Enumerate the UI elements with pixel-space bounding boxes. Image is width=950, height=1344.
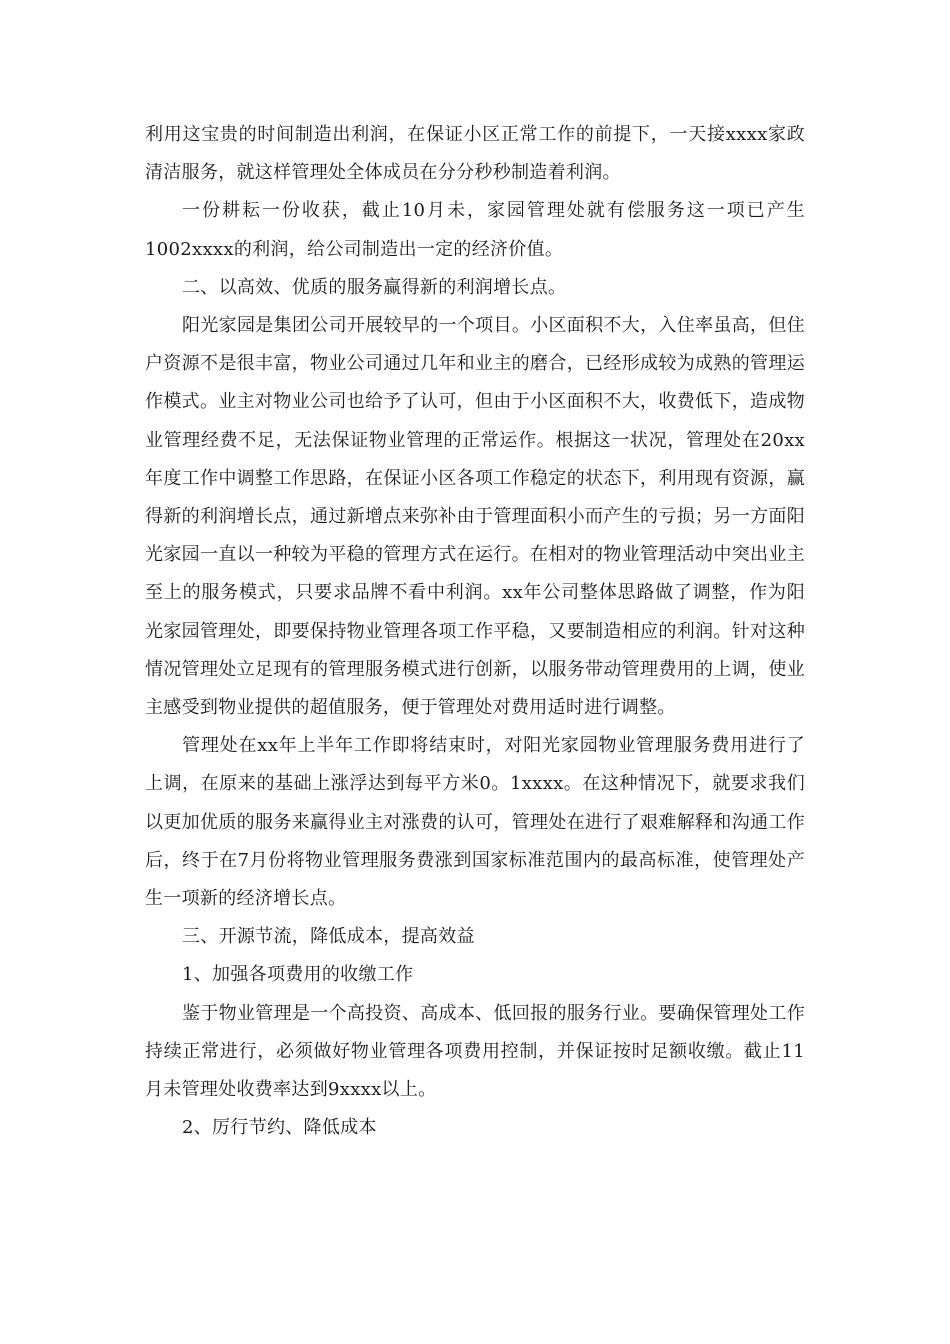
subsection-heading: 1、加强各项费用的收缴工作 [182, 964, 414, 986]
paragraph: 鉴于物业管理是一个高投资、高成本、低回报的服务行业。要确保管理处工作持续正常进行，必须做好物业管理各项费用控制，并保证按时足额收缴。截止11月未管理处收费率达到9xxxx以上。 [145, 1002, 805, 1101]
paragraph: 一份耕耘一份收获，截止10月未，家园管理处就有偿服务这一项已产生1002xxxx的利润，给公司制造出一定的经济价值。 [145, 200, 805, 260]
paragraph: 阳光家园是集团公司开展较早的一个项目。小区面积不大，入住率虽高，但住户资源不是很丰富，物业公司通过几年和业主的磨合，已经形成较为成熟的管理运作模式。业主对物业公司也给予了认可，但由于小区面积不大，收费低下，造成物业管理经费不足，无法保证物业管理的正常运作。根据这一状况，管理处在20xx年度工作中调整工作思路，在保证小区各项工作稳定的状态下，利用现有资源，赢得新的利润增长点，通过新增点来弥补由于管理面积小而产生的亏损；另一方面阳光家园一直以一种较为平稳的管理方式在运行。在相对的物业管理活动中突出业主至上的服务模式，只要求品牌不看中利润。xx年公司整体思路做了调整，作为阳光家园管理处，即要保持物业管理各项工作平稳，又要制造相应的利润。针对这种情况管理处立足现有的管理服务模式进行创新，以服务带动管理费用的上调，使业主感受到物业提供的超值服务，便于管理处对费用适时进行调整。 [145, 315, 805, 719]
subsection-heading: 2、厉行节约、降低成本 [182, 1117, 377, 1139]
section-heading: 二、以高效、优质的服务赢得新的利润增长点。 [182, 276, 567, 298]
document-body [145, 116, 805, 1147]
section-heading: 三、开源节流，降低成本，提高效益 [182, 926, 475, 948]
paragraph: 管理处在xx年上半年工作即将结束时，对阳光家园物业管理服务费用进行了上调，在原来的基础上涨浮达到每平方米0。1xxxx。在这种情况下，就要求我们以更加优质的服务来赢得业主对涨费的认可，管理处在进行了艰难解释和沟通工作后，终于在7月份将物业管理服务费涨到国家标准范围内的最高标准，使管理处产生一项新的经济增长点。 [145, 735, 805, 910]
paragraph: 利用这宝贵的时间制造出利润，在保证小区正常工作的前提下，一天接xxxx家政清洁服务，就这样管理处全体成员在分分秒秒制造着利润。 [145, 124, 805, 184]
